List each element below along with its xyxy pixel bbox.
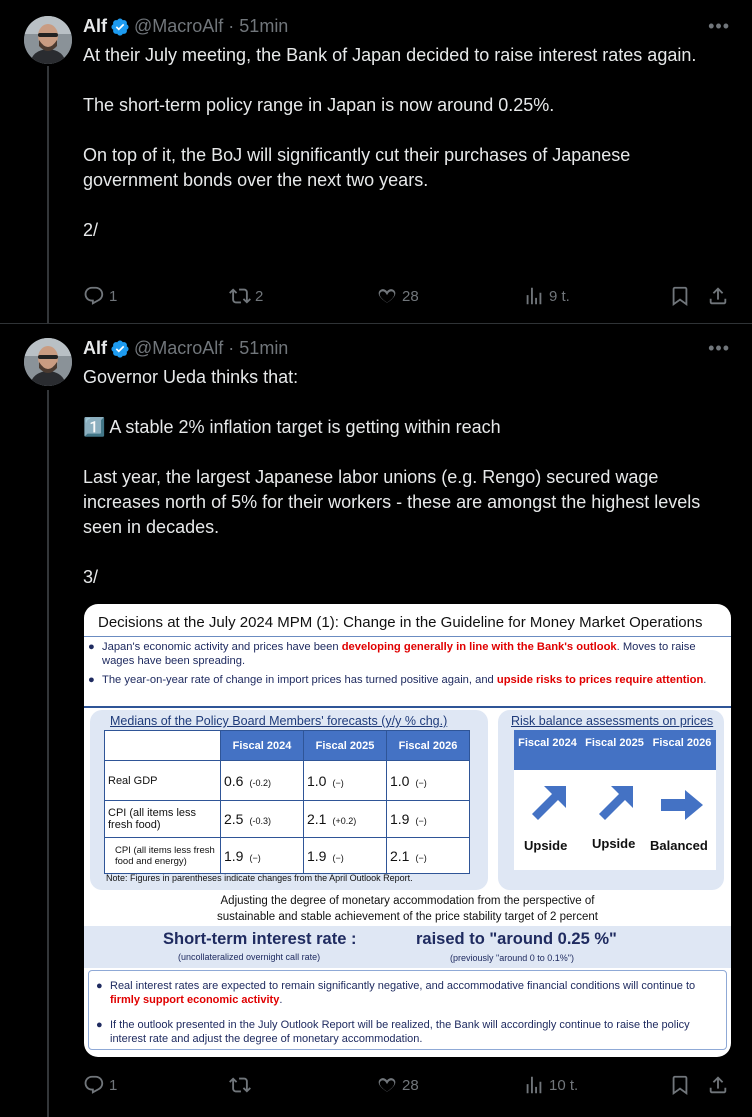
avatar[interactable] xyxy=(24,338,72,386)
column-header: Fiscal 2026 xyxy=(387,731,470,761)
forecast-table xyxy=(104,730,470,874)
verified-badge-icon xyxy=(110,339,130,359)
bookmark-button[interactable] xyxy=(669,1073,695,1097)
analytics-icon xyxy=(523,285,545,307)
paragraph: 1️⃣ A stable 2% inflation target is getting within reach xyxy=(83,417,501,437)
repost-count: 2 xyxy=(255,287,264,305)
arrow-up-right-icon xyxy=(593,782,637,826)
reply-icon xyxy=(83,1074,105,1096)
reply-button[interactable] xyxy=(83,284,117,308)
views-button[interactable] xyxy=(523,284,570,308)
heart-icon xyxy=(376,1074,398,1096)
reply-icon xyxy=(83,285,105,307)
bullet-highlight: developing generally in line with the Bank's outlook xyxy=(341,641,617,653)
author-name[interactable]: Alf xyxy=(83,16,107,36)
bullet-text: The year-on-year rate of change in import prices has turned positive again, and xyxy=(102,674,497,686)
paragraph: Last year, the largest Japanese labor unions (e.g. Rengo) secured wage increases north of 5% for their workers - these are amongst the highest levels seen in decades. xyxy=(83,467,701,537)
thread-line xyxy=(47,66,49,324)
bullet-highlight: upside risks to prices require attention xyxy=(496,674,704,686)
reply-count: 1 xyxy=(109,287,118,305)
like-button[interactable] xyxy=(376,284,419,308)
paragraph: The short-term policy range in Japan is now around 0.25%. xyxy=(83,95,555,115)
risk-assessment: Upside xyxy=(524,838,568,853)
row-label: CPI (all items less fresh food and energy) xyxy=(105,838,221,874)
reply-count: 1 xyxy=(109,1076,118,1094)
title-underline xyxy=(84,636,731,637)
table-cell: 1.9 (−) xyxy=(304,838,387,874)
verified-badge-icon xyxy=(110,17,130,37)
adjust-line-1: Adjusting the degree of monetary accommodation from the perspective of xyxy=(220,895,595,907)
bullet-text: . xyxy=(703,674,707,686)
arrow-right-icon xyxy=(659,788,705,822)
share-icon xyxy=(707,1074,729,1096)
like-count: 28 xyxy=(402,1076,419,1094)
action-bar xyxy=(83,1073,733,1097)
rate-sublabel: (uncollateralized overnight call rate) xyxy=(178,952,321,962)
table-cell: 2.5 (-0.3) xyxy=(221,801,304,838)
table-cell: 1.0 (−) xyxy=(304,761,387,801)
rate-value: raised to "around 0.25 %" xyxy=(416,930,617,948)
analytics-icon xyxy=(523,1074,545,1096)
bookmark-icon xyxy=(669,285,691,307)
rate-label: Short-term interest rate : xyxy=(163,930,357,948)
attached-slide-image[interactable]: Decisions at the July 2024 MPM (1): Change in the Guideline for Money Market Operations ● Japan's economic activity and prices have been developing generally in line with the Bank's outlook. Moves to raise wages have been spreading. ● The year-on-year rate of change in import prices has turned positive again, and upside risks to prices require attention. Medians of the Policy Board Members' forecasts (y/y % chg.) Fiscal 2024 Fiscal 2025 Fiscal 2026 Real GDP 0.6 (-0.2) 1.0 (−) 1.0 (−) CPI (all items less fresh food) 2.5 (-0.3) 2.1 (+0.2) 1.9 (−) CPI (all items less fresh food and energy) 1.9 (−) 1.9 (−) 2.1 (−) Note: Figures in parentheses indicate changes from the April Outlook Report. Risk balance assessments on prices Fiscal 2024 Fiscal 2025 Fiscal 2026 Upside Upside Balanced Adjusting the degree of monetary accommodation from the perspective of sustainable and stable achievement of the price stability target of 2 percent Short-term interest rate : (uncollateralized overnight call rate) raised to "around 0.25 %" (previously "around 0 to 0.1%") ● Real interest rates are expected to remain significantly negative, and accommodative financial conditions will continue to firmly support economic activity. ● If the outlook presented in the July Outlook Report will be realized, the Bank will accordingly continue to raise the policy interest rate and adjust the degree of monetary accommodation. xyxy=(84,604,731,1057)
bookmark-icon xyxy=(669,1074,691,1096)
avatar-photo-icon xyxy=(24,16,72,64)
like-count: 28 xyxy=(402,287,419,305)
risk-column-header: Fiscal 2024 xyxy=(514,730,581,770)
tweet-body xyxy=(83,43,723,243)
separator-dot: · xyxy=(223,16,240,36)
views-count: 10 t. xyxy=(549,1076,579,1094)
tweet-1[interactable] xyxy=(0,0,752,324)
risk-assessment: Upside xyxy=(592,836,636,851)
share-button[interactable] xyxy=(707,284,733,308)
bookmark-button[interactable] xyxy=(669,284,695,308)
row-label: Real GDP xyxy=(105,761,221,801)
paragraph: On top of it, the BoJ will significantly cut their purchases of Japanese government bonds over the next two years. xyxy=(83,145,631,190)
arrow-up-right-icon xyxy=(526,782,570,826)
views-button[interactable] xyxy=(523,1073,578,1097)
slide-title: Decisions at the July 2024 MPM (1): Change in the Guideline for Money Market Operations xyxy=(98,614,703,631)
author-handle[interactable]: @MacroAlf xyxy=(134,338,224,358)
repost-button[interactable] xyxy=(229,1073,255,1097)
avatar[interactable] xyxy=(24,16,72,64)
tweet-body xyxy=(83,365,723,590)
avatar-photo-icon xyxy=(24,338,72,386)
table-cell: 0.6 (-0.2) xyxy=(221,761,304,801)
bullet-text: . Moves to raise wages have been spreading. xyxy=(102,641,696,667)
author-handle[interactable]: @MacroAlf xyxy=(134,16,224,36)
thread-line xyxy=(47,390,49,1117)
risk-column-header: Fiscal 2026 xyxy=(648,730,716,770)
table-cell: 2.1 (+0.2) xyxy=(304,801,387,838)
paragraph: 2/ xyxy=(83,220,99,240)
share-button[interactable] xyxy=(707,1073,733,1097)
slide-separator xyxy=(84,706,731,708)
repost-icon xyxy=(229,1074,251,1096)
bullet-text: Japan's economic activity and prices have been xyxy=(102,641,342,653)
tweet-header xyxy=(83,16,288,37)
table-corner xyxy=(105,731,221,761)
table-cell: 2.1 (−) xyxy=(387,838,470,874)
tweet-time[interactable]: 51min xyxy=(239,338,289,358)
table-cell: 1.9 (−) xyxy=(387,801,470,838)
forecast-note: Note: Figures in parentheses indicate changes from the April Outlook Report. xyxy=(106,873,413,883)
adjust-line-2: sustainable and stable achievement of the price stability target of 2 percent xyxy=(216,911,598,923)
table-cell: 1.0 (−) xyxy=(387,761,470,801)
views-count: 9 t. xyxy=(549,287,570,305)
bullet-dot-icon: ● xyxy=(96,980,103,992)
more-options-icon[interactable]: ••• xyxy=(708,16,730,36)
reply-button[interactable] xyxy=(83,1073,117,1097)
bullet-dot-icon: ● xyxy=(88,674,95,686)
paragraph: Governor Ueda thinks that: xyxy=(83,367,299,387)
tweet-time[interactable]: 51min xyxy=(239,16,289,36)
column-header: Fiscal 2025 xyxy=(304,731,387,761)
separator-dot: · xyxy=(223,338,240,358)
like-button[interactable] xyxy=(376,1073,419,1097)
repost-icon xyxy=(229,285,251,307)
action-bar xyxy=(83,284,733,308)
heart-icon xyxy=(376,285,398,307)
paragraph: At their July meeting, the Bank of Japan decided to raise interest rates again. xyxy=(83,45,697,65)
author-name[interactable]: Alf xyxy=(83,338,107,358)
bullet-dot-icon: ● xyxy=(96,1019,103,1031)
share-icon xyxy=(707,285,729,307)
tweet-header xyxy=(83,338,288,359)
table-cell: 1.9 (−) xyxy=(221,838,304,874)
paragraph: 3/ xyxy=(83,567,99,587)
risk-title: Risk balance assessments on prices xyxy=(511,714,714,728)
more-options-icon[interactable]: ••• xyxy=(708,338,730,358)
repost-button[interactable] xyxy=(229,284,263,308)
rate-previous: (previously "around 0 to 0.1%") xyxy=(450,953,574,963)
column-header: Fiscal 2024 xyxy=(221,731,304,761)
forecast-title: Medians of the Policy Board Members' forecasts (y/y % chg.) xyxy=(110,714,448,728)
risk-column-header: Fiscal 2025 xyxy=(581,730,648,770)
row-label: CPI (all items less fresh food) xyxy=(105,801,221,838)
risk-assessment: Balanced xyxy=(650,838,708,853)
bullet-dot-icon: ● xyxy=(88,641,95,653)
tweet-2[interactable] xyxy=(0,324,752,1117)
